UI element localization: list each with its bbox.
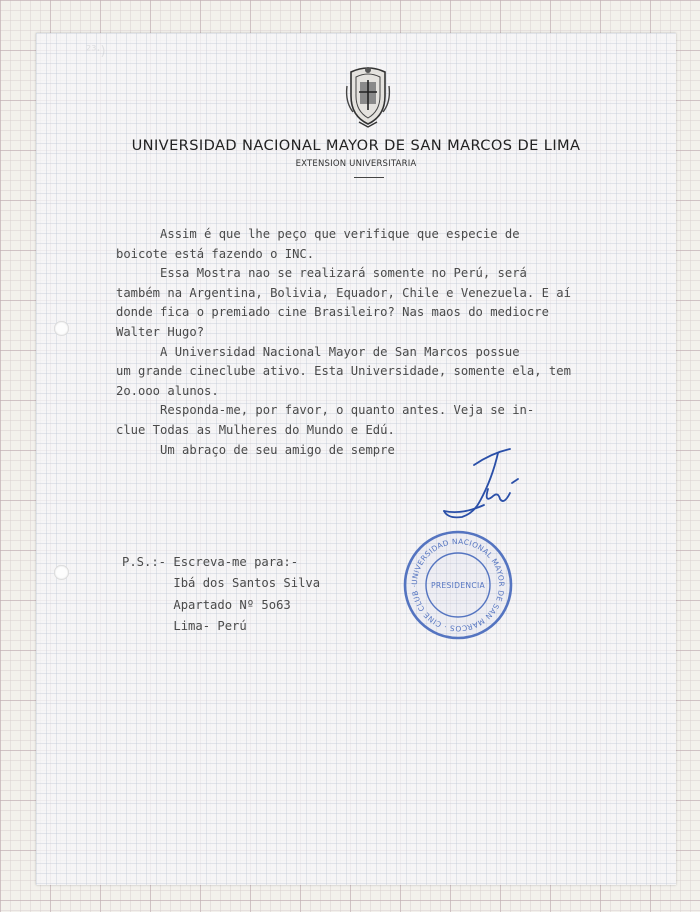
department-subheading: EXTENSION UNIVERSITARIA <box>295 159 417 169</box>
body-line: clue Todas as Mulheres do Mundo e Edú. <box>116 422 395 437</box>
body-line: Essa Mostra nao se realizará somente no Perú, será <box>116 266 527 281</box>
body-line: também na Argentina, Bolivia, Equador, Chile e Venezuela. E aí <box>116 285 571 300</box>
cine-club-stamp <box>402 529 514 641</box>
postscript-line: Ibá dos Santos Silva <box>122 576 321 591</box>
body-line: 2o.ooo alunos. <box>116 383 219 398</box>
handwritten-signature <box>436 445 526 523</box>
postscript-line: P.S.:- Escreva-me para:- <box>122 555 299 569</box>
university-name-heading: UNIVERSIDAD NACIONAL MAYOR DE SAN MARCOS DE LIMA <box>131 137 581 154</box>
university-crest-icon <box>345 66 391 128</box>
svg-text:UNIVERSIDAD NACIONAL MAYOR DE: UNIVERSIDAD NACIONAL MAYOR DE SAN MARCOS · CINE CLUB · <box>409 536 507 634</box>
body-line: um grande cineclube ativo. Esta Universidade, somente ela, tem <box>116 364 571 379</box>
body-line: Responda-me, por favor, o quanto antes. Veja se in- <box>116 403 535 418</box>
body-line: A Universidad Nacional Mayor de San Marcos possue <box>116 344 520 359</box>
postscript-line: Apartado Nº 5o63 <box>122 597 291 612</box>
body-line: donde fica o premiado cine Brasileiro? Nas maos do mediocre <box>116 305 549 320</box>
body-line: boicote está fazendo o INC. <box>116 246 315 261</box>
postscript-block <box>122 552 320 638</box>
body-line: Assim é que lhe peço que verifique que especie de <box>116 227 520 241</box>
punch-hole <box>54 321 69 336</box>
postscript-line: Lima- Perú <box>122 619 247 634</box>
svg-text:PRESIDENCIA: PRESIDENCIA <box>430 581 486 590</box>
letter-body <box>116 225 656 460</box>
letterhead-divider <box>354 177 384 178</box>
letter-sheet <box>36 33 676 885</box>
body-line: Walter Hugo? <box>116 324 205 339</box>
body-line: Um abraço de seu amigo de sempre <box>116 442 395 457</box>
punch-hole <box>54 565 69 580</box>
